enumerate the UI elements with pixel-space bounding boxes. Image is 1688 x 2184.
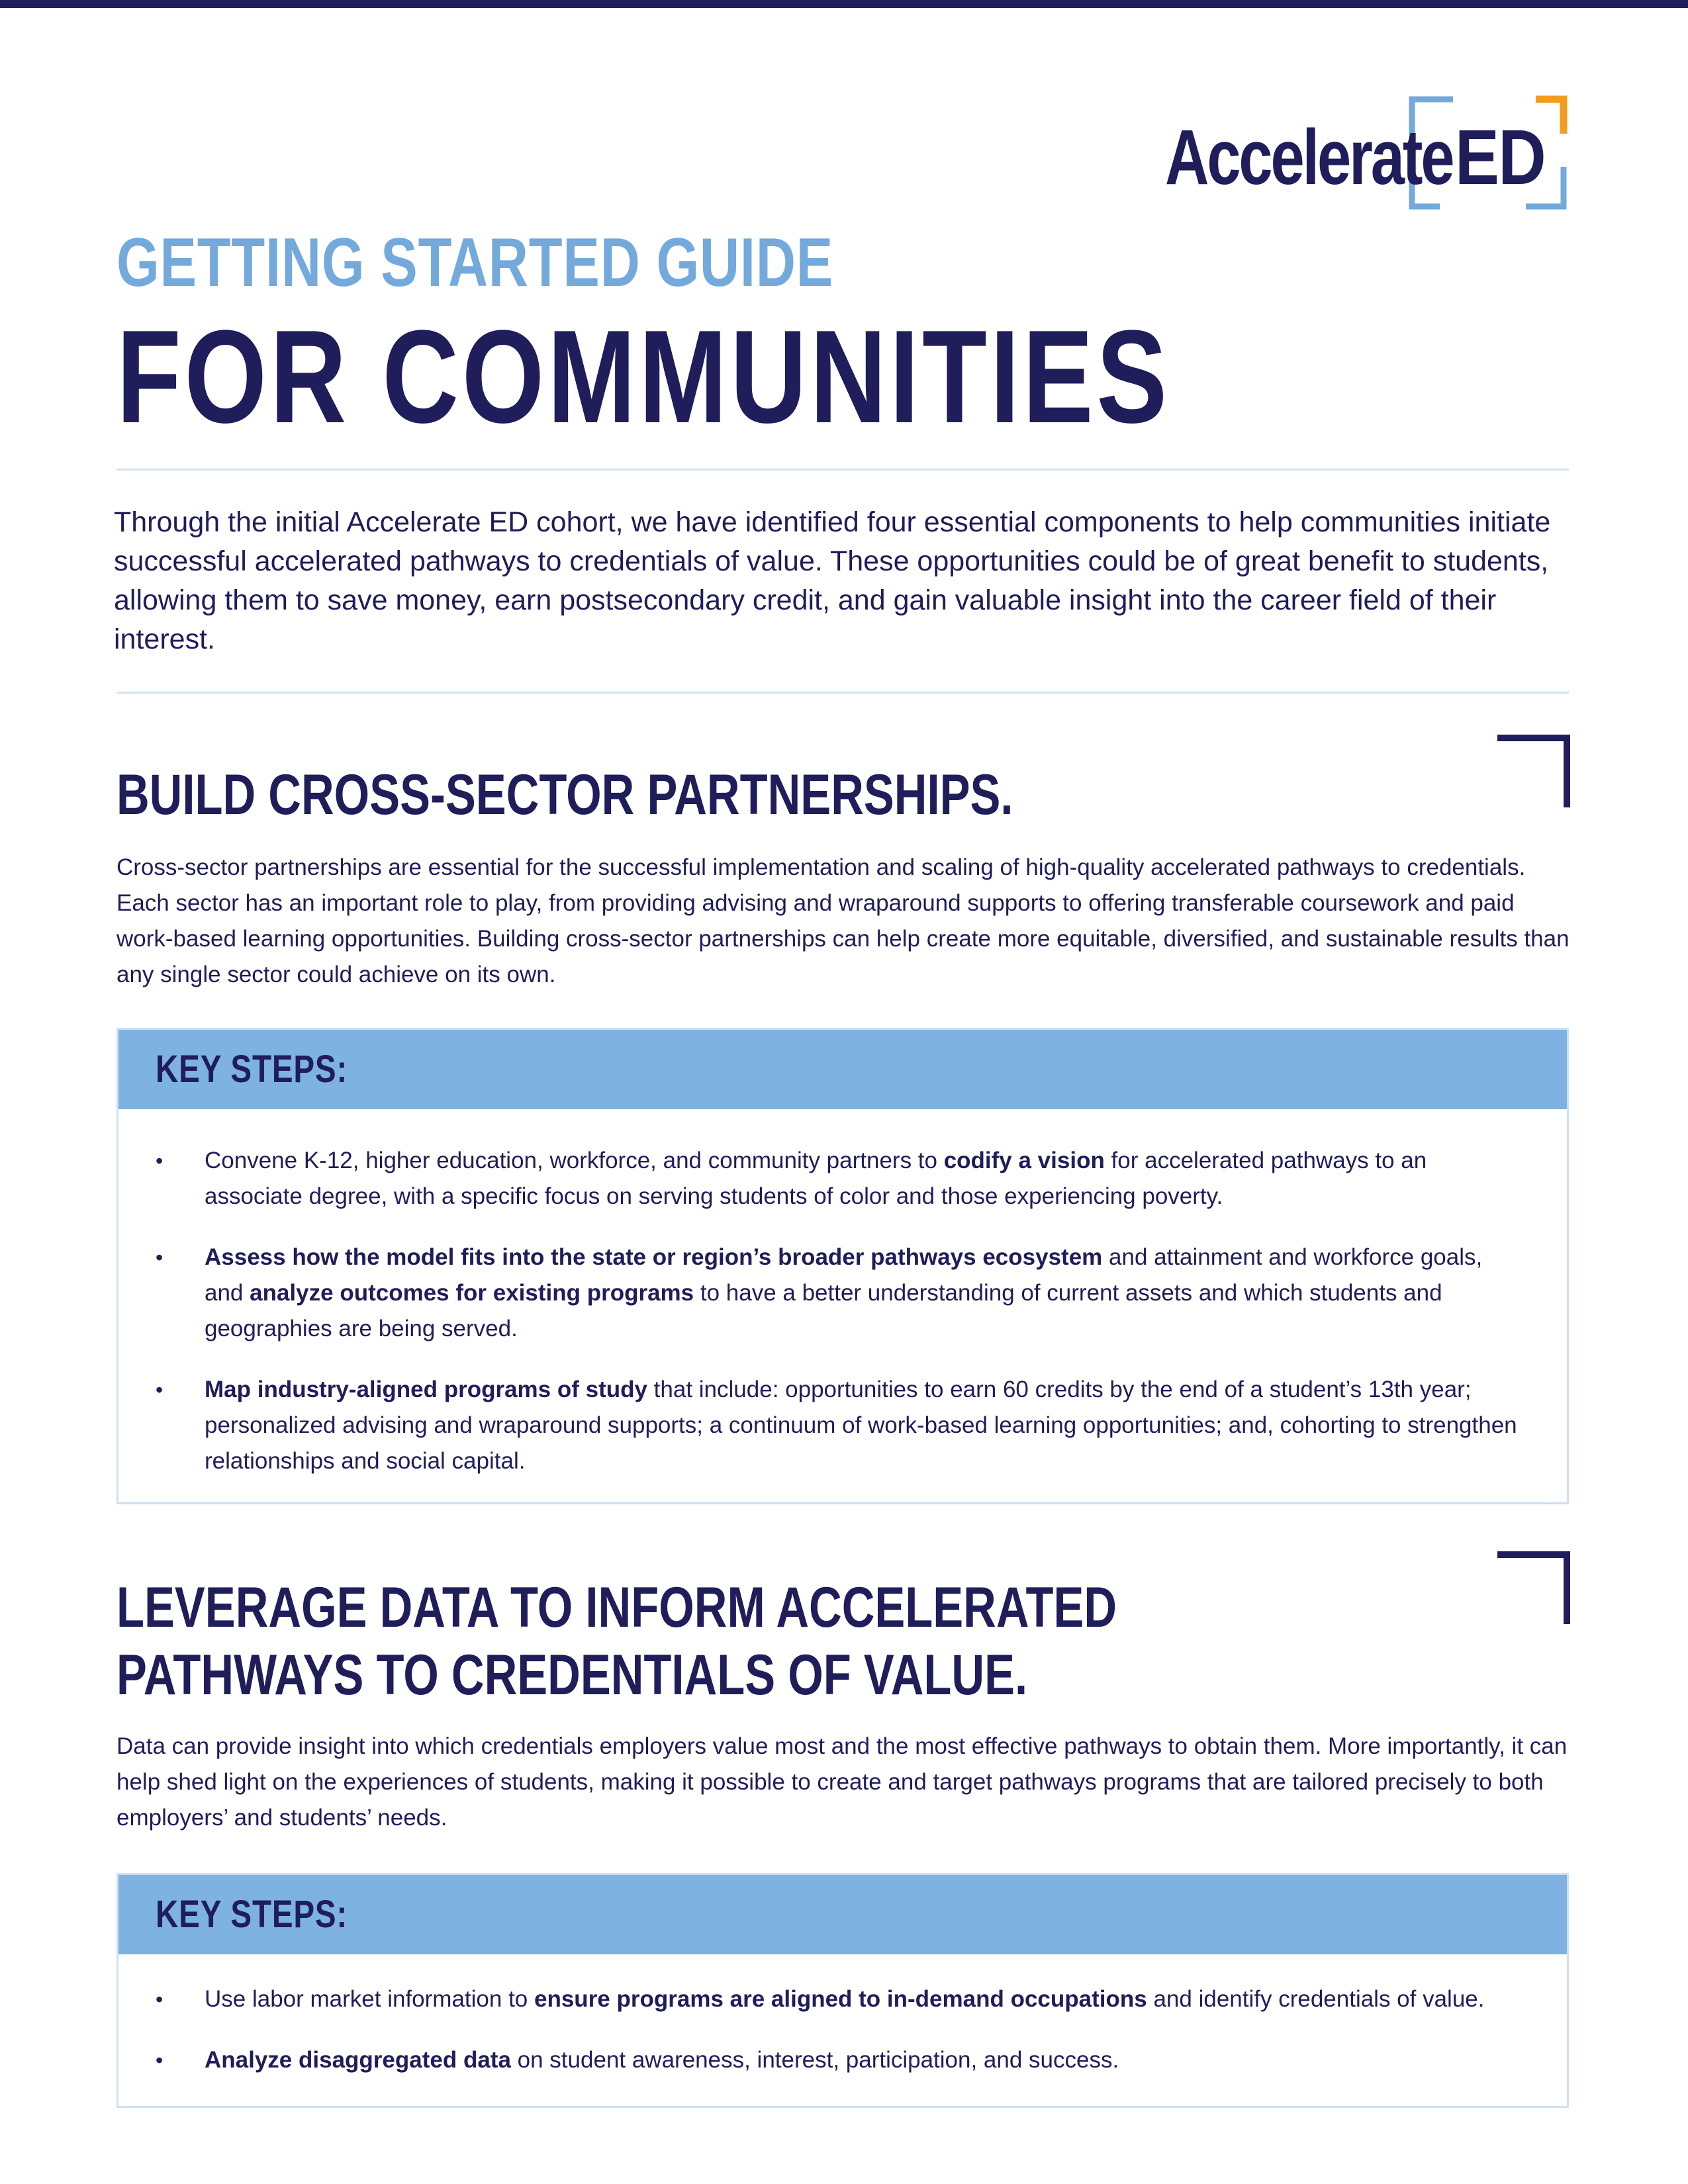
key-steps-header	[118, 1875, 1567, 1954]
step-text: and attainment and workforce goals, and	[205, 1244, 1483, 1306]
step-text: on student awareness, interest, participation, and success.	[510, 2047, 1119, 2073]
divider-intro	[117, 692, 1569, 694]
step-emphasis: Map industry-aligned programs of study	[205, 1377, 647, 1402]
section-body: Cross-sector partnerships are essential for the successful implementation and scaling of high-quality accelerated pathways to credentials. Each sector has an important role to play, from providing advising and wraparound supports to offering transferable coursework and paid work-based learning opportunities. Building cross-sector partnerships can help create more equitable, diversified, and sustainable results than any single sector could achieve on its own.	[117, 854, 1570, 987]
logo-wordmark: Accelerate	[1165, 114, 1453, 201]
guide-kicker: GETTING STARTED GUIDE	[117, 224, 834, 301]
key-steps-header	[118, 1030, 1567, 1109]
top-accent-bar	[0, 0, 1688, 8]
divider-top	[117, 469, 1569, 471]
key-steps-box	[117, 1873, 1569, 2108]
step-emphasis: Analyze disaggregated data	[205, 2047, 511, 2073]
bullet-icon: •	[156, 1246, 164, 1269]
step-emphasis: codify a vision	[943, 1148, 1105, 1173]
step-emphasis: ensure programs are aligned to in-demand occupations	[534, 1986, 1147, 2012]
step-text: that include: opportunities to earn 60 credits by the end of a student’s 13th year; personalized advising and wraparound supports; a continuum of work-based learning opportunities; and, cohorting to strengthen relationships and social capital.	[205, 1377, 1517, 1474]
page-title: FOR COMMUNITIES	[117, 303, 1170, 451]
key-steps-list	[118, 1109, 1567, 1479]
bullet-icon: •	[156, 1149, 164, 1173]
list-item	[118, 2042, 1567, 2078]
section-corner-icon	[1497, 1551, 1570, 1624]
list-item	[118, 1981, 1567, 2017]
intro-paragraph: Through the initial Accelerate ED cohort, we have identified four essential components to help communities initiate successful accelerated pathways to credentials of value. These opportunities could be of great benefit to students, allowing them to save money, earn postsecondary credit, and gain valuable insight into the career field of their interest.	[114, 506, 1551, 655]
key-steps-label: KEY STEPS:	[156, 1893, 348, 1936]
bullet-icon: •	[156, 1987, 164, 2011]
list-item	[118, 1240, 1567, 1347]
step-text: for accelerated pathways to an associate degree, with a specific focus on serving students of color and those experiencing poverty.	[205, 1148, 1427, 1209]
list-item	[118, 1372, 1567, 1479]
list-item	[118, 1143, 1567, 1214]
step-text: Convene K-12, higher education, workforce, and community partners to	[205, 1148, 944, 1173]
logo-ed-mark: ED	[1455, 114, 1545, 201]
section-body: Data can provide insight into which credentials employers value most and the most effective pathways to obtain them. More importantly, it can help shed light on the experiences of students, making it possible to create and target pathways programs that are tailored precisely to both employers’ and students’ needs.	[117, 1733, 1568, 1831]
step-text: to have a better understanding of current assets and which students and geographies are being served.	[205, 1280, 1442, 1342]
section-title: LEVERAGE DATA TO INFORM ACCELERATED PATHWAYS TO CREDENTIALS OF VALUE.	[117, 1576, 1117, 1707]
section-title: BUILD CROSS-SECTOR PARTNERSHIPS.	[117, 763, 1013, 827]
accelerate-ed-logo	[1165, 94, 1569, 213]
key-steps-box	[117, 1028, 1569, 1504]
step-text: and identify credentials of value.	[1147, 1986, 1485, 2012]
bullet-icon: •	[156, 2048, 164, 2072]
key-steps-label: KEY STEPS:	[156, 1048, 348, 1091]
step-emphasis: Assess how the model fits into the state or region’s broader pathways ecosystem	[205, 1244, 1103, 1270]
section-corner-icon	[1497, 735, 1570, 807]
step-emphasis: analyze outcomes for existing programs	[250, 1280, 694, 1306]
bullet-icon: •	[156, 1378, 164, 1402]
step-text: Use labor market information to	[205, 1986, 534, 2012]
key-steps-list	[118, 1954, 1567, 2078]
